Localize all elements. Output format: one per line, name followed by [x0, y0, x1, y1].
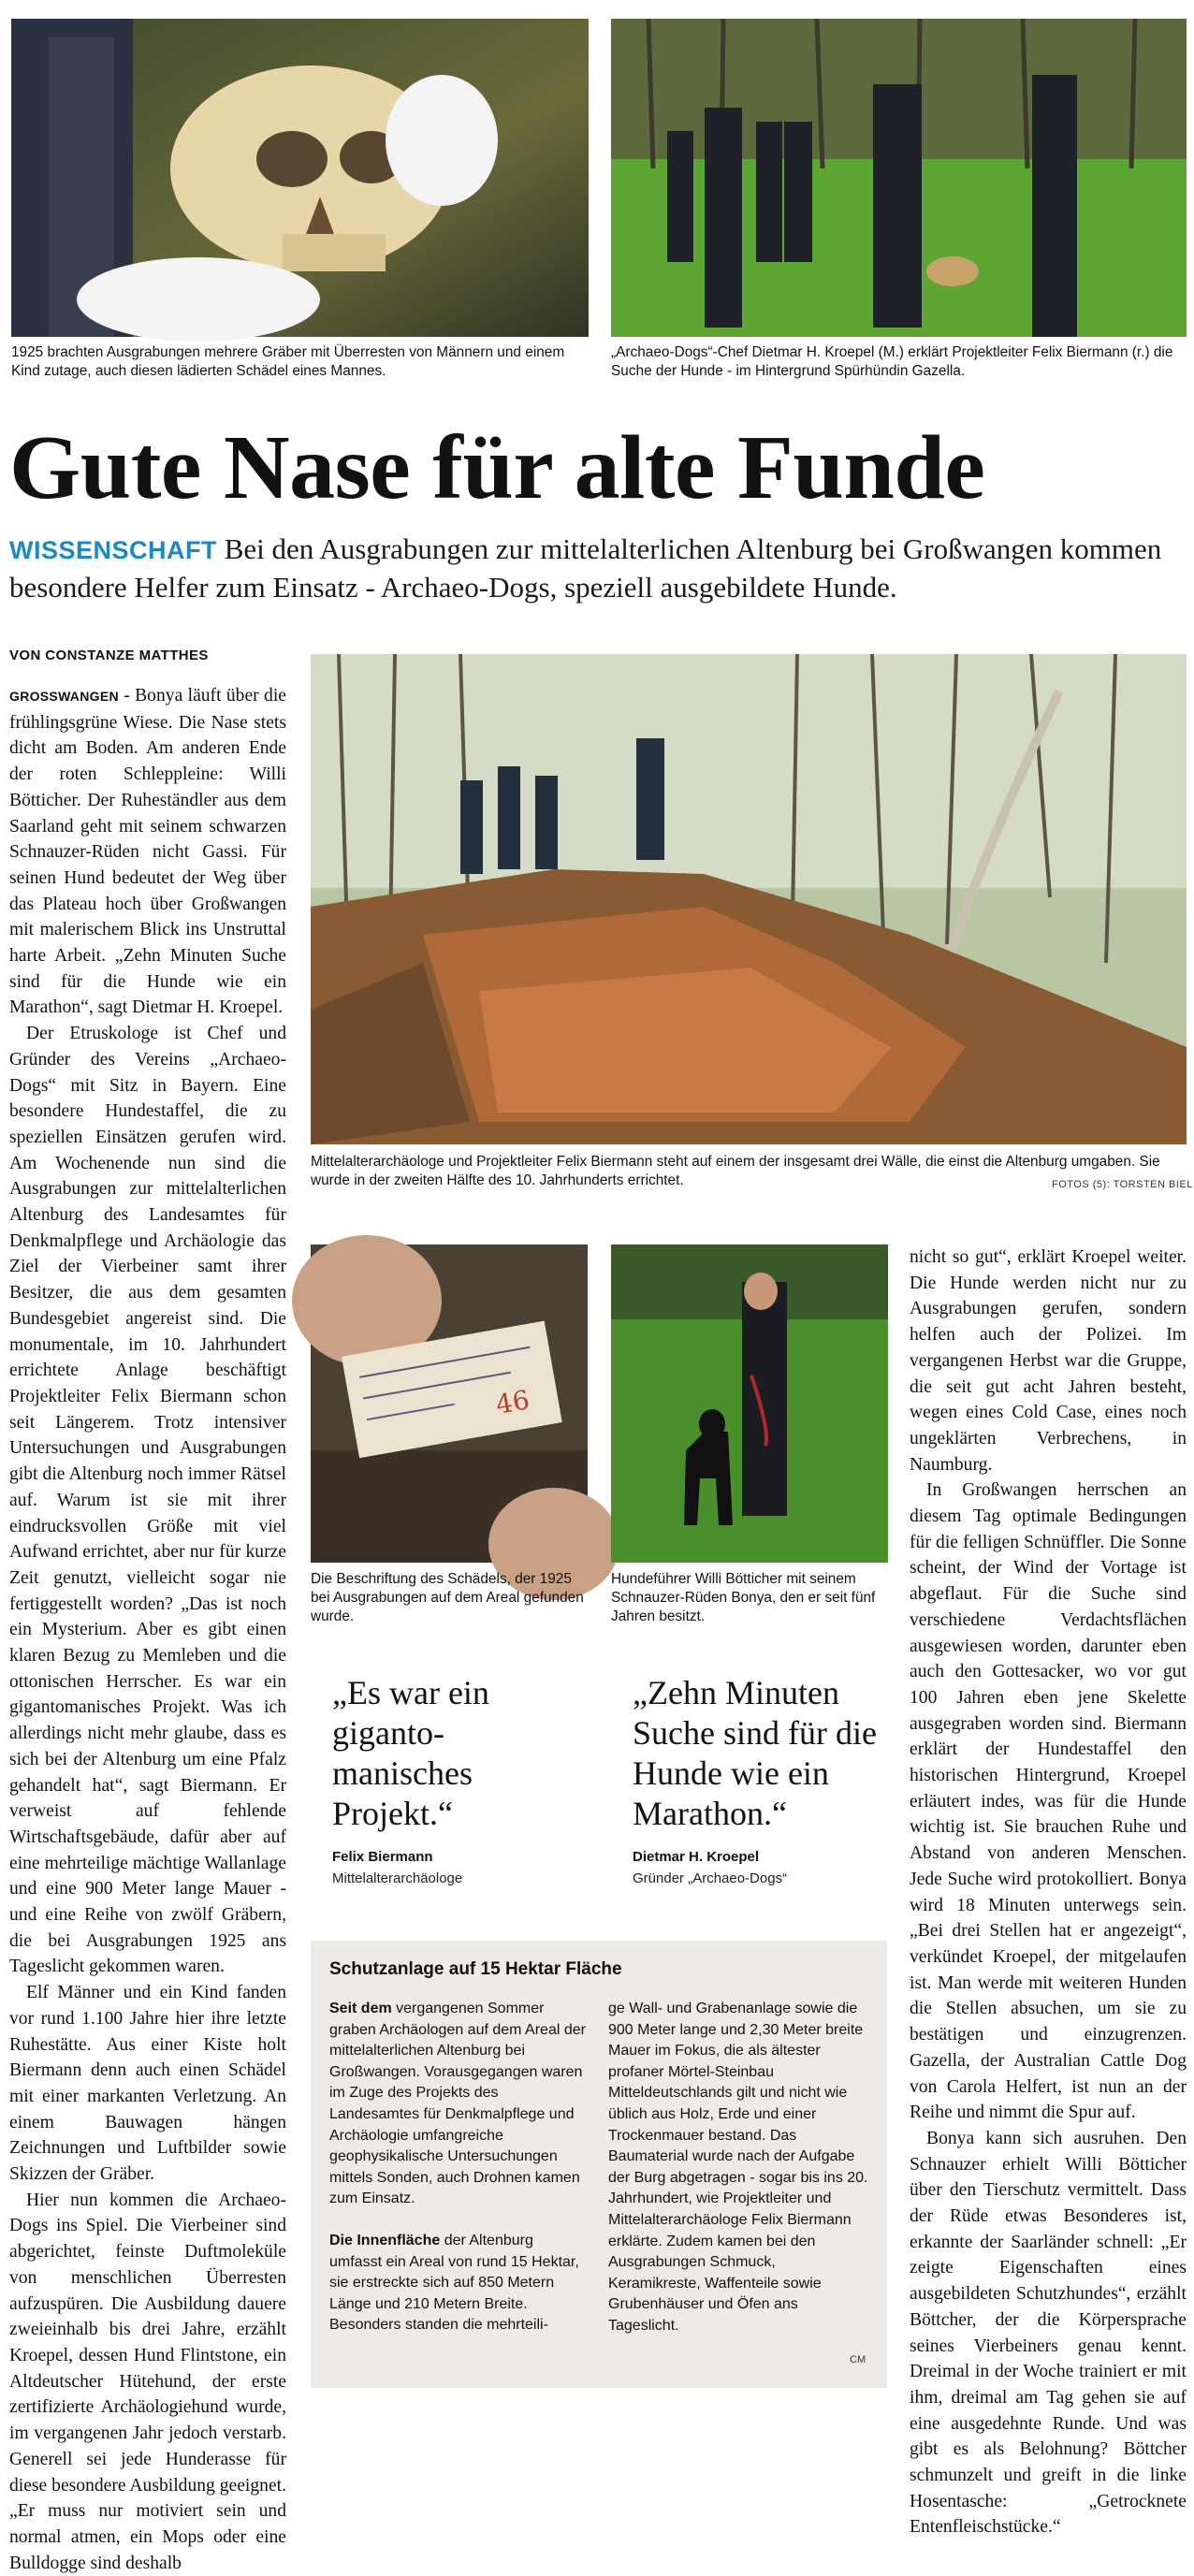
paragraph: GROSSWANGEN - Bonya läuft über die frühlingsgrüne Wiese. Die Nase stets dicht am Boden. Am anderen Ende der roten Schleppleine: Willi Bötticher. Der Ruheständler aus dem Saarland geht mit seinem schwarzen Schnauzer-Rüden nicht Gassi. Für seinen Hund bedeutet der Weg über das Plateau hoch über Großwangen mit malerischem Blick ins Unstruttal harte Arbeit. „Zehn Minuten Suche sind für die Hunde wie ein Marathon“, sagt Dietmar H. Kroepel. [9, 686, 286, 1018]
skull-caption: 1925 brachten Ausgrabungen mehrere Gräber mit Überresten von Männern und einem Kind zutage, auch diesen lädierten Schädel eines Mannes. [11, 344, 565, 379]
section-kicker: WISSENSCHAFT [9, 536, 217, 564]
paragraph: nicht so gut“, erklärt Kroepel weiter. Die Hunde werden nicht nur zu Ausgrabungen gerufen, sondern helfen auch der Polizei. Im vergangenen Herbst war die Gruppe, die seit gut acht Jahren besteht, wegen eines Cold Case, eines noch ungeklärten Verbrechens, in Naumburg. [910, 1247, 1187, 1475]
quote-1-role: Mittelalterarchäologe [332, 1870, 463, 1886]
paragraph: Hier nun kommen die Archaeo-Dogs ins Spiel. Die Vierbeiner sind abgerichtet, feinste Duftmoleküle von menschlichen Überresten aufzuspüren. Die Ausbildung dauere zweieinhalb bis drei Jahre, erzählt Kroepel, dessen Hund Flintstone, ein Altdeutscher Hütehund, der erste zertifizierte Archäologiehund wurde, im vergangenen Jahr jedoch verstarb. Generell sei jede Hunderasse für diese besondere Ausbildung geeignet. „Er muss nur motiviert sein und normal atmen, ein Mops oder eine Bulldogge sind deshalb [9, 2190, 287, 2573]
article-column-3 [910, 1244, 1187, 2540]
skull-photo [11, 19, 589, 337]
label-caption: Die Beschriftung des Schädels, der 1925 bei Ausgrabungen auf dem Areal gefunden wurde. [311, 1571, 584, 1624]
label-photo [311, 1244, 588, 1563]
paragraph: In Großwangen herrschen an diesem Tag optimale Bedingungen für die felligen Schnüffler. Die Sonne scheint, der Wind der Vortage ist abgeflaut. Für die Suche sind verschiedene Verdachtsflächen ausgewiesen worden, darunter eben auch den Gottesacker, wo vor gut 100 Jahren eben jene Skelette ausgegraben worden sind. Biermann erklärt der Hundestaffel den historischen Hintergrund, Kroepel erläutert indes, was für die Hunde wichtig ist. Sie brauchen Ruhe und Abstand von anderen Menschen. Jede Suche wird protokolliert. Bonya wird 18 Minuten unterwegs sein. „Bei drei Stellen hat er angezeigt“, verkündet Kroepel, der mitgelaufen ist. Man werde mit weiteren Hunden die Stellen absuchen, um sie zu bestätigen und einzugrenzen. Gazella, der Australian Cattle Dog von Carola Helfert, ist nun an der Reihe und nimmt die Spur auf. [910, 1480, 1187, 2123]
info-box-column-2 [608, 1999, 868, 2337]
label-number: 46 [493, 1384, 532, 1420]
pull-quote-2: „Zehn Minuten Suche sind für die Hunde wie ein Marathon.“ [633, 1674, 877, 1832]
lead-body: Bei den Ausgrabungen zur mittelalterlichen Altenburg bei Großwangen kommen besondere Helfer zum Einsatz - Archaeo-Dogs, speziell ausgebildete Hunde. [9, 532, 1162, 604]
lead-text [9, 531, 1187, 605]
paragraph: Elf Männer und ein Kind fanden vor rund 1.100 Jahre hier ihre letzte Ruhestätte. Aus einer Kiste holt Biermann denn auch einen Schädel mit einer markanten Verletzung. An einem Bauwagen hängen Zeichnungen und Luftbilder sowie Skizzen der Gräber. [9, 1983, 286, 2185]
article-column-1 [9, 683, 286, 2576]
handler-caption: Hundeführer Willi Bötticher mit seinem Schnauzer-Rüden Bonya, den er seit fünf Jahren besitzt. [611, 1571, 876, 1624]
photo-credit: FOTOS (5): TORSTEN BIEL [1052, 1179, 1193, 1190]
info-paragraph: ge Wall- und Grabenanlage sowie die 900 Meter lange und 2,30 Meter breite Mauer im Fokus, die als ältester profaner Mörtel-Steinbau Mitteldeutschlands gilt und nicht wie üblich aus Holz, Erde und einer Trockenmauer bestand. Das Baumaterial wurde nach der Aufgabe der Burg abgetragen - sogar bis ins 20. Jahrhundert, wie Projektleiter und Mittelalterarchäologe Felix Biermann erklärte. Zudem kamen bei den Ausgrabungen Schmuck, Keramikreste, Waffenteile sowie Grubenhäuser und Öfen ans Tageslicht. [608, 2001, 868, 2334]
quote-2-author: Dietmar H. Kroepel [633, 1849, 760, 1865]
author-initials: CM [850, 2354, 866, 2365]
info-box-column-1 [329, 1999, 590, 2336]
info-paragraph: Die Innenfläche der Altenburg umfasst ein Areal von rund 15 Hektar, sie erstreckte sich auf 850 Metern Länge und 210 Metern Breite. Besonders standen die mehrteili- [329, 2232, 579, 2334]
dog-photo [611, 1244, 888, 1563]
info-box [311, 1941, 887, 2388]
info-box-title: Schutzanlage auf 15 Hektar Fläche [329, 1959, 622, 1979]
byline: VON CONSTANZE MATTHES [9, 648, 209, 663]
paragraph: Der Etruskologe ist Chef und Gründer des Vereins „Archaeo-Dogs“ mit Sitz in Bayern. Eine besondere Hundestaffel, die zu speziellen Einsätzen gerufen wird. Am Wochenende nun sind die Ausgrabungen zur mittelalterlichen Altenburg des Landesamtes für Denkmalpflege und Archäologie das Ziel der Vierbeiner samt ihrer Besitzer, die aus dem gesamten Bundesgebiet angereist sind. Die monumentale, im 10. Jahrhundert errichtete Anlage beschäftigt Projektleiter Felix Biermann schon seit Längerem. Trotz intensiver Untersuchungen und Ausgrabungen gibt die Altenburg noch immer Rätsel auf. Warum ist sie mit ihrer eindrucksvollen Größe mit viel Aufwand errichtet, aber nur für kurze Zeit genutzt, vielleicht sogar nie fertiggestellt worden? „Das ist noch ein Mysterium. Aber es gibt einen klaren Bezug zu Memleben und die ottonischen Herrscher. Es war ein gigantomanisches Projekt. Was ich allerdings nicht mehr glaube, dass es sich bei der Altenburg um eine Pfalz gehandelt hat“, sagt Biermann. Er verweist auf fehlende Wirtschaftsgebäude, dafür aber auf eine mehrteilige mächtige Wallanlage und eine 900 Meter lange Mauer - und eine Reihe von zwölf Gräbern, die bei Ausgrabungen 1925 ans Tageslicht gekommen waren. [9, 1024, 286, 1977]
group-caption: „Archaeo-Dogs“-Chef Dietmar H. Kroepel (M.) erklärt Projektleiter Felix Biermann (r.) die Suche der Hunde - im Hintergrund Spürhündin Gazella. [611, 344, 1173, 379]
paragraph: Bonya kann sich ausruhen. Den Schnauzer erhielt Willi Bötticher über den Tierschutz vermittelt. Dass der Rüde etwas Besonderes ist, erkannte der Saarländer schnell: „Er zeigte Eigenschaften eines ausgebildeten Schutzhundes“, erzählt Böttcher, der die Körpersprache seines Vierbeiners genau kennt. Dreimal in der Woche trainiert er mit ihm, dreimal am Tag gehen sie auf eine ausgedehnte Runde. Und was gibt es als Belohnung? Böttcher schmunzelt und greift in die linke Hosentasche: „Getrocknete Entenfleischstücke.“ [910, 2128, 1187, 2538]
dateline: GROSSWANGEN [9, 689, 119, 704]
quote-2-role: Gründer „Archaeo-Dogs“ [633, 1870, 788, 1886]
pull-quote-1: „Es war ein giganto-manisches Projekt.“ [332, 1674, 489, 1832]
headline: Gute Nase für alte Funde [9, 417, 985, 518]
excavation-caption: Mittelalterarchäologe und Projektleiter Felix Biermann steht auf einem der insgesamt drei Wälle, die einst die Altenburg umgaben. Sie wurde in der zweiten Hälfte des 10. Jahrhunderts errichtet. [311, 1154, 1160, 1188]
group-photo [611, 19, 1187, 337]
excavation-photo [311, 654, 1187, 1144]
info-paragraph: Seit dem vergangenen Sommer graben Archäologen auf dem Areal der mittelalterlichen Altenburg bei Großwangen. Vorausgegangen waren im Zuge des Projekts des Landesamtes für Denkmalpflege und Archäologie umfangreiche geophysikalische Untersuchungen mittels Sonden, auch Drohnen kamen zum Einsatz. [329, 2001, 586, 2207]
quote-1-author: Felix Biermann [332, 1849, 433, 1865]
